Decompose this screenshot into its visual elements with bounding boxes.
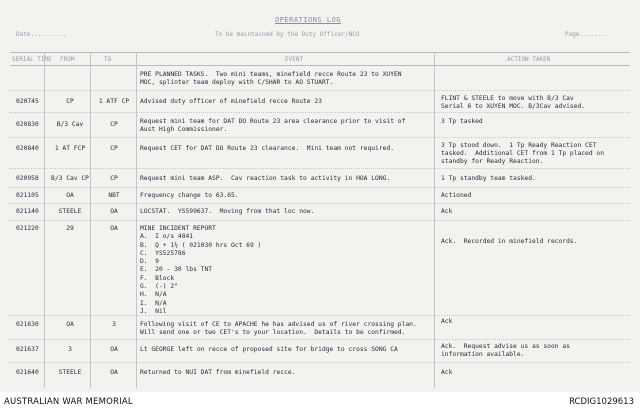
- row-7-from: 29: [66, 225, 74, 232]
- date-label: Date..........: [16, 31, 67, 38]
- row-7-action: Ack. Recorded in minefield records.: [441, 238, 578, 245]
- log-title: OPERATIONS LOG: [275, 16, 342, 24]
- row-5-event: Frequency change to 63.65.: [140, 192, 239, 199]
- archive-credit: AUSTRALIAN WAR MEMORIAL: [4, 397, 133, 407]
- row-9-to: OA: [110, 346, 118, 353]
- row-1-event: Advised duty officer of minefield recce Route 23: [140, 98, 322, 105]
- row-8-to: 3: [112, 321, 116, 328]
- row-1-to: 1 ATF CP: [98, 98, 130, 105]
- row-separator: [10, 203, 630, 204]
- row-separator: [10, 339, 630, 340]
- header-rule-top: [10, 52, 630, 53]
- row-10-from: STEELE: [58, 369, 82, 376]
- log-subtitle: To be maintained by the Duty Officer/NCO: [215, 31, 360, 38]
- col-header-to: TO: [104, 56, 112, 63]
- row-separator: [10, 315, 630, 316]
- header-rule-bottom: [10, 65, 630, 66]
- col-header-action: ACTION TAKEN: [507, 56, 551, 63]
- row-6-to: OA: [110, 208, 118, 215]
- row-6-action: Ack: [441, 208, 453, 215]
- col-header-event: EVENT: [285, 56, 304, 63]
- col-header-time: SERIAL TIME: [12, 56, 52, 63]
- row-1-time: 020745: [16, 98, 39, 105]
- row-8-from: OA: [66, 321, 74, 328]
- document-id: RCDIG1029613: [569, 397, 634, 407]
- row-4-from: B/3 Cav CP: [51, 175, 89, 182]
- row-6-event: LOCSTAT. YS599637. Moving from that loc now.: [140, 208, 315, 215]
- row-7-time: 021220: [16, 225, 39, 232]
- row-separator: [10, 168, 630, 169]
- row-separator: [10, 137, 630, 138]
- row-10-action: Ack: [441, 369, 453, 376]
- row-5-to: NBT: [108, 192, 120, 199]
- row-6-from: STEELE: [58, 208, 82, 215]
- row-3-time: 020840: [16, 145, 39, 152]
- row-10-event: Returned to NUI DAT from minefield recce.: [140, 369, 296, 376]
- row-separator: [10, 112, 630, 113]
- row-3-action: 3 Tp stood down. 1 Tp Ready Reaction CET tasked. Additional CET from 1 Tp placed on standby for Ready Reaction.: [441, 142, 605, 165]
- row-5-action: Actioned: [441, 192, 472, 199]
- row-8-event: Following visit of CE to APACHE he has advised us of river crossing plan. Will send one or two CET's to your location. Details to be confirmed.: [140, 321, 417, 336]
- page-label: Page........: [565, 31, 609, 38]
- row-7-to: OA: [110, 225, 118, 232]
- row-5-time: 021105: [16, 192, 39, 199]
- row-4-to: CP: [110, 175, 118, 182]
- row-2-from: B/3 Cav: [56, 121, 84, 128]
- row-2-action: 3 Tp tasked: [441, 118, 483, 125]
- row-separator: [10, 187, 630, 188]
- row-8-action: Ack: [441, 318, 453, 325]
- row-separator: [10, 90, 630, 91]
- row-10-to: OA: [110, 369, 118, 376]
- col-header-from: FROM: [60, 56, 75, 63]
- row-9-event: Lt GEORGE left on recce of proposed site for bridge to cross SONG CA: [140, 346, 398, 353]
- row-3-to: CP: [110, 145, 118, 152]
- row-separator: [10, 220, 630, 221]
- row-1-action: FLINT & STEELE to move with B/3 Cav Serial 6 to XUYEN MOC. B/3Cav advised.: [441, 95, 586, 110]
- row-6-time: 021140: [16, 208, 39, 215]
- row-9-time: 021637: [16, 346, 39, 353]
- row-8-time: 021630: [16, 321, 39, 328]
- row-4-time: 020958: [16, 175, 39, 182]
- row-2-event: Request mini team for DAT DO Route 23 area clearance prior to visit of Aust High Commissioner.: [140, 118, 406, 133]
- row-4-action: 1 Tp standby team tasked.: [441, 175, 536, 182]
- row-5-from: OA: [66, 192, 74, 199]
- row-1-from: CP: [66, 98, 74, 105]
- row-10-time: 021640: [16, 369, 39, 376]
- row-9-action: Ack. Request advise us as soon as information available.: [441, 343, 570, 358]
- row-2-time: 020830: [16, 121, 39, 128]
- row-9-from: 3: [68, 346, 72, 353]
- row-4-event: Request mini team ASP. Cav reaction task to activity in HOA LONG.: [140, 175, 391, 182]
- row-2-to: CP: [110, 121, 118, 128]
- row-separator: [10, 362, 630, 363]
- mine-incident-report: MINE INCIDENT REPORT A. I o/s 4841 B. Q + 1½ ( 021030 hrs Oct 69 ) C. YS525786 D. 9 E. 20 - 30 lbs TNT F. Block G. (-) 2" H. N/A I. N/A J. Nil: [140, 225, 262, 315]
- row-3-event: Request CET for DAT DO Route 23 clearance. Mini team not required.: [140, 145, 395, 152]
- row-3-from: 1 AT FCP: [54, 145, 86, 152]
- row-0-event: PRE PLANNED TASKS. Two mini teams, minefield recce Route 23 to XUYEN MOC, splinter team deploy with C/SHAR to AO STUART.: [140, 71, 402, 86]
